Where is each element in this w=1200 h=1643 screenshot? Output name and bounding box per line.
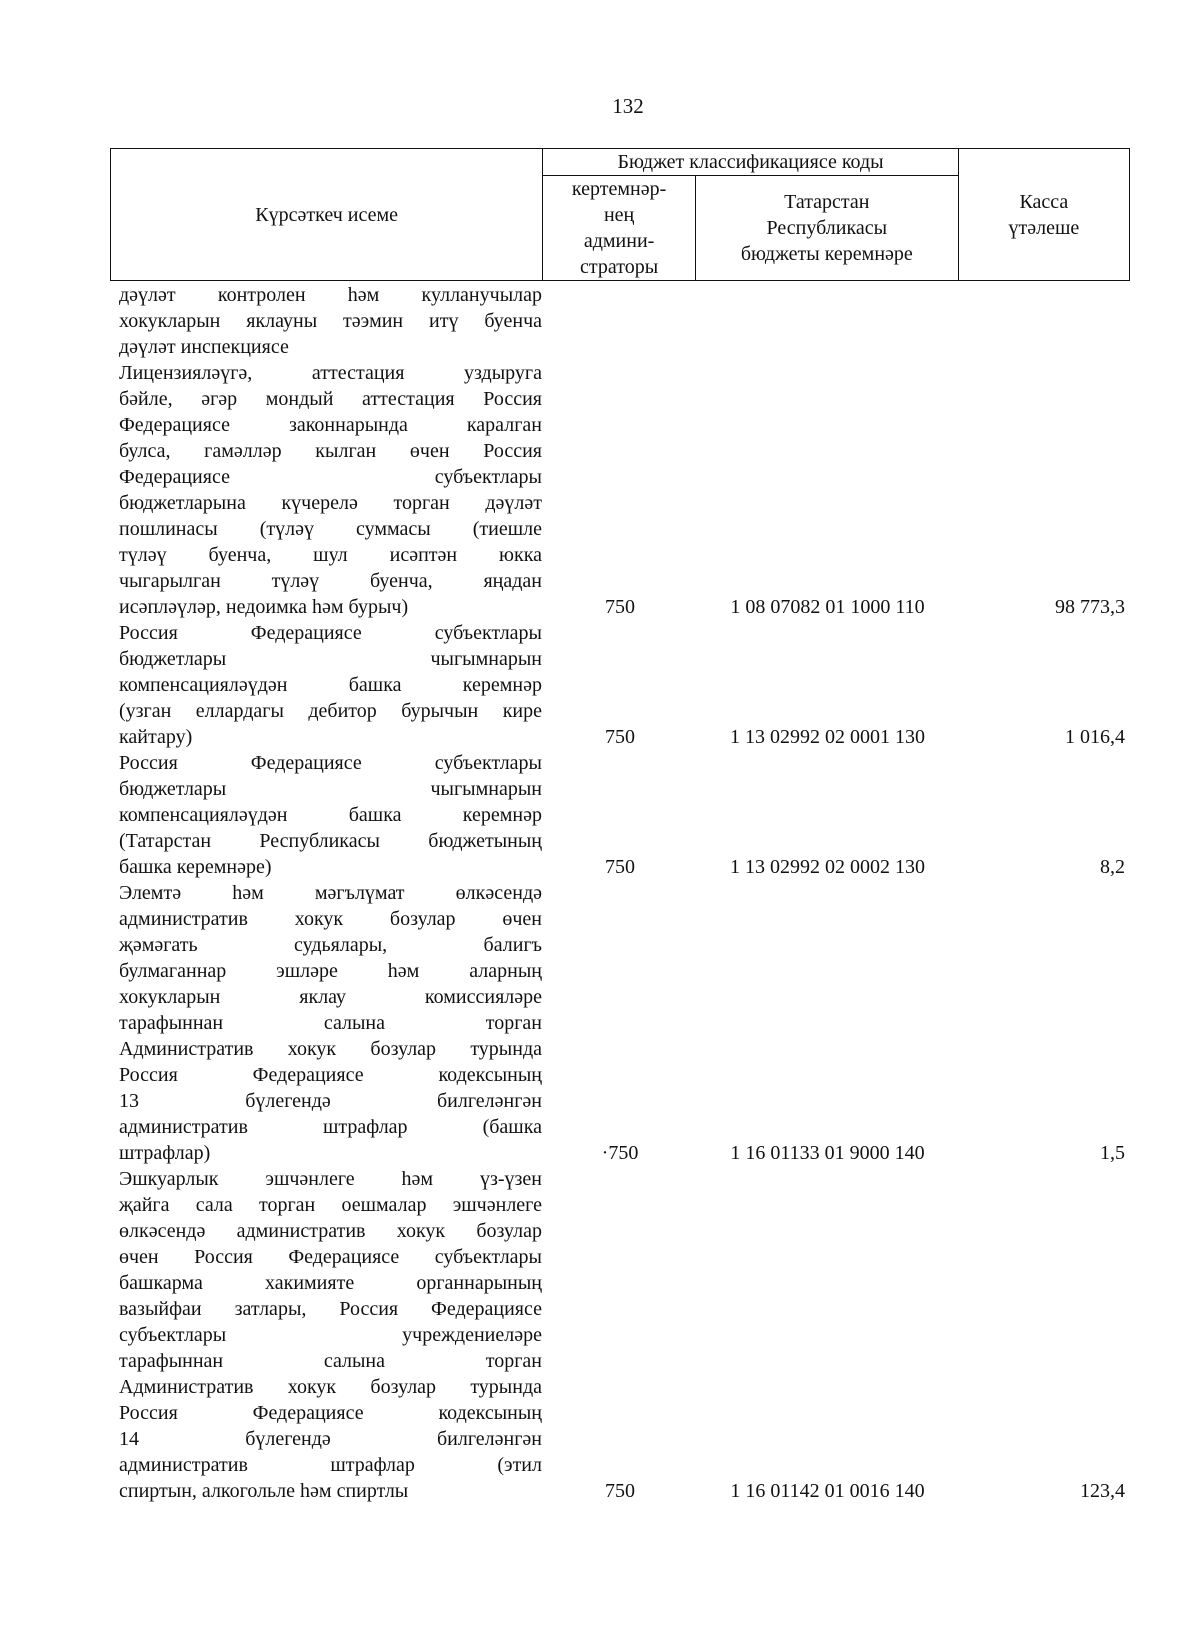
indicator-name-line: исәпләүләр, недоимка һәм бурыч)	[119, 596, 409, 618]
indicator-name-line: Федерациясе субъектлары	[119, 466, 542, 488]
indicator-name-line: Россия Федерациясе субъектлары	[119, 752, 542, 774]
indicator-name-line: компенсацияләүдән башка керемнәр	[119, 804, 542, 826]
indicator-name-line: җәмәгать судьялары, балигъ	[119, 934, 542, 956]
header-budget-classification-code: Бюджет классификациясе коды	[543, 149, 958, 176]
indicator-name-line: бюджетларына күчерелә торган дәүләт	[119, 492, 542, 514]
indicator-name-line: өчен Россия Федерациясе субъектлары	[119, 1246, 542, 1268]
revenue-code: 1 08 07082 01 1000 110	[730, 596, 925, 618]
indicator-name-line: штрафлар)	[119, 1142, 211, 1164]
indicator-name	[119, 750, 542, 880]
indicator-name-line: хокукларын яклауны тәэмин итү буенча	[119, 310, 542, 332]
table-row	[110, 880, 1130, 1166]
indicator-name	[119, 282, 542, 360]
table-row	[110, 620, 1130, 750]
indicator-name-line: Россия Федерациясе субъектлары	[119, 622, 542, 644]
table-body	[110, 282, 1130, 1504]
indicator-name-line: 13 бүлегендә билгеләнгән	[119, 1090, 542, 1112]
indicator-name-line: административ штрафлар (башка	[119, 1116, 542, 1138]
indicator-name-line: дәүләт контролен һәм кулланучылар	[119, 284, 542, 306]
header-revenue-administrator: кертемнәр- нең админи- страторы	[543, 176, 696, 281]
table-row	[110, 282, 1130, 360]
indicator-name-line: Административ хокук бозулар турында	[119, 1038, 542, 1060]
revenue-code: 1 13 02992 02 0001 130	[730, 726, 925, 748]
indicator-name-line: Эшкуарлык эшчәнлеге һәм үз-үзен	[119, 1168, 542, 1190]
indicator-name-line: Элемтә һәм мәгълүмат өлкәсендә	[119, 882, 542, 904]
revenue-code: 1 16 01133 01 9000 140	[730, 1142, 925, 1164]
revenue-code: 1 13 02992 02 0002 130	[730, 856, 925, 878]
indicator-name-line: тарафыннан салына торган	[119, 1350, 542, 1372]
header-indicator-name: Күрсәткеч исеме	[111, 149, 543, 281]
indicator-name-line: кайтару)	[119, 726, 193, 748]
cash-execution-value: 1,5	[1100, 1142, 1125, 1164]
administrator-code: 750	[605, 726, 635, 748]
revenue-code: 1 16 01142 01 0016 140	[730, 1480, 925, 1502]
cash-execution-value: 98 773,3	[1055, 596, 1125, 618]
indicator-name-line: пошлинасы (түләү суммасы (тиешле	[119, 518, 542, 540]
indicator-name-line: бюджетлары чыгымнарын	[119, 778, 542, 800]
indicator-name-line: Административ хокук бозулар турында	[119, 1376, 542, 1398]
indicator-name-line: башкарма хакимияте органнарының	[119, 1272, 542, 1294]
cash-execution-value: 123,4	[1080, 1480, 1125, 1502]
administrator-code: 750	[605, 1480, 635, 1502]
indicator-name-line: Россия Федерациясе кодексының	[119, 1064, 542, 1086]
header-republic-budget-revenue: Татарстан Республикасы бюджеты керемнәре	[695, 176, 958, 281]
indicator-name-line: административ штрафлар (этил	[119, 1454, 542, 1476]
indicator-name-line: булса, гамәлләр кылган өчен Россия	[119, 440, 542, 462]
administrator-code: 750	[605, 856, 635, 878]
indicator-name-line: тарафыннан салына торган	[119, 1012, 542, 1034]
indicator-name-line: компенсацияләүдән башка керемнәр	[119, 674, 542, 696]
indicator-name-line: Лицензияләүгә, аттестация уздыруга	[119, 362, 542, 384]
indicator-name-line: хокукларын яклау комиссияләре	[119, 986, 542, 1008]
administrator-code: ·750	[601, 1142, 639, 1164]
indicator-name	[119, 620, 542, 750]
indicator-name-line: чыгарылган түләү буенча, яңадан	[119, 570, 542, 592]
indicator-name	[119, 880, 542, 1166]
indicator-name-line: түләү буенча, шул исәптән юкка	[119, 544, 542, 566]
indicator-name-line: спиртын, алкогольле һәм спиртлы	[119, 1480, 409, 1502]
indicator-name-line: субъектлары учреждениеләре	[119, 1324, 542, 1346]
indicator-name-line: вазыйфаи затлары, Россия Федерациясе	[119, 1298, 542, 1320]
administrator-code: 750	[605, 596, 635, 618]
page-number: 132	[612, 94, 644, 118]
indicator-name-line: өлкәсендә административ хокук бозулар	[119, 1220, 542, 1242]
table-row	[110, 750, 1130, 880]
indicator-name-line: булмаганнар эшләре һәм аларның	[119, 960, 542, 982]
header-cash-execution: Касса үтәлеше	[958, 149, 1129, 281]
indicator-name-line: башка керемнәре)	[119, 856, 272, 878]
indicator-name-line: административ хокук бозулар өчен	[119, 908, 542, 930]
table-row	[110, 360, 1130, 620]
indicator-name	[119, 360, 542, 620]
indicator-name-line: Федерациясе законнарында каралган	[119, 414, 542, 436]
indicator-name-line: бәйле, әгәр мондый аттестация Россия	[119, 388, 542, 410]
indicator-name-line: дәүләт инспекциясе	[119, 336, 289, 358]
indicator-name-line: (узган еллардагы дебитор бурычын кире	[119, 700, 542, 722]
table-row	[110, 1166, 1130, 1504]
table-header	[110, 148, 1130, 281]
cash-execution-value: 1 016,4	[1065, 726, 1125, 748]
indicator-name-line: бюджетлары чыгымнарын	[119, 648, 542, 670]
indicator-name-line: (Татарстан Республикасы бюджетының	[119, 830, 542, 852]
indicator-name	[119, 1166, 542, 1504]
cash-execution-value: 8,2	[1100, 856, 1125, 878]
indicator-name-line: җайга сала торган оешмалар эшчәнлеге	[119, 1194, 542, 1216]
indicator-name-line: Россия Федерациясе кодексының	[119, 1402, 542, 1424]
indicator-name-line: 14 бүлегендә билгеләнгән	[119, 1428, 542, 1450]
